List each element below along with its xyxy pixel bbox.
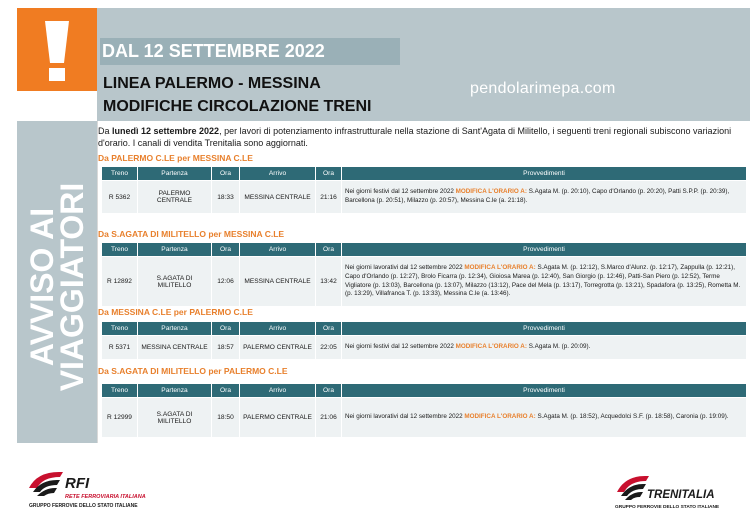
- col-ora: Ora: [212, 167, 240, 181]
- col-treno: Treno: [102, 243, 138, 257]
- watermark: pendolarimepa.com: [470, 80, 616, 97]
- measure-modify: MODIFICA L'ORARIO A:: [464, 413, 536, 421]
- measure-text: Nei giorni lavorativi dal 12 settembre 2022: [345, 263, 465, 271]
- departure-time: 18:50: [212, 398, 240, 438]
- schedule-table: [101, 321, 747, 360]
- col-treno: Treno: [102, 167, 138, 181]
- departure-station: MESSINA CENTRALE: [138, 336, 212, 360]
- table-header-row: [102, 243, 747, 257]
- section-title: Da S.AGATA DI MILITELLO per PALERMO C.LE: [98, 366, 288, 376]
- measures: [342, 181, 747, 214]
- arrival-time: 22:05: [316, 336, 342, 360]
- departure-time: 18:33: [212, 181, 240, 214]
- col-partenza: Partenza: [138, 384, 212, 398]
- departure-station: S.AGATA DI MILITELLO: [138, 257, 212, 307]
- fs-mark-icon: [29, 472, 63, 496]
- col-arrivo: Arrivo: [240, 243, 316, 257]
- schedule-table: [101, 166, 747, 214]
- changes-title: MODIFICHE CIRCOLAZIONE TRENI: [103, 98, 372, 115]
- notice-content: [97, 121, 750, 443]
- col-provvedimenti: Provvedimenti: [342, 243, 747, 257]
- col-provvedimenti: Provvedimenti: [342, 322, 747, 336]
- trenitalia-line: GRUPPO FERROVIE DELLO STATO ITALIANE: [615, 505, 720, 510]
- col-ora: Ora: [212, 322, 240, 336]
- col-treno: Treno: [102, 322, 138, 336]
- rfi-line2: GRUPPO FERROVIE DELLO STATO ITALIANE: [29, 503, 138, 509]
- section-title: Da S.AGATA DI MILITELLO per MESSINA C.LE: [98, 229, 285, 239]
- rfi-line1: RETE FERROVIARIA ITALIANA: [65, 494, 146, 500]
- schedule-table: [101, 242, 747, 307]
- col-provvedimenti: Provvedimenti: [342, 384, 747, 398]
- trenitalia-logo: [613, 470, 743, 510]
- warning-box: [17, 8, 97, 91]
- train-number: R 5362: [102, 181, 138, 214]
- measure-detail: S.Agata M. (p. 20:10), Capo d'Orlando (p. 20:20), Patti S.P.P. (p. 20:39), Barcellona (p. 20:51), Milazzo (p. 20:57), Messina C.le (a. 21:18).: [345, 188, 730, 204]
- side-label-line2: VIAGGIATORI: [54, 182, 90, 392]
- col-arrivo: Arrivo: [240, 322, 316, 336]
- fs-mark-icon: [617, 476, 649, 500]
- col-partenza: Partenza: [138, 243, 212, 257]
- side-label: [24, 182, 90, 392]
- measure-text: Nei giorni lavorativi dal 12 settembre 2022: [345, 413, 465, 421]
- table-row: [102, 336, 747, 360]
- table-header-row: [102, 384, 747, 398]
- table-header-row: [102, 322, 747, 336]
- arrival-station: MESSINA CENTRALE: [240, 181, 316, 214]
- arrival-station: PALERMO CENTRALE: [240, 398, 316, 438]
- table-header-row: [102, 167, 747, 181]
- measures: [342, 257, 747, 307]
- intro-prefix: Da: [98, 126, 113, 136]
- rfi-mark: RFI: [65, 475, 90, 492]
- arrival-station: MESSINA CENTRALE: [240, 257, 316, 307]
- col-ora-arrivo: Ora: [316, 322, 342, 336]
- intro-text: , per lavori di potenziamento infrastrutturale nella stazione di Sant'Agata di Militello, i seguenti treni regionali subiscono variazioni d'orario. I canali di vendita Trenitalia sono aggiornati.: [98, 126, 732, 148]
- intro-date: lunedì 12 settembre 2022: [112, 126, 220, 136]
- col-partenza: Partenza: [138, 167, 212, 181]
- departure-time: 12:06: [212, 257, 240, 307]
- trenitalia-name: TRENITALIA: [647, 489, 715, 501]
- train-number: R 5371: [102, 336, 138, 360]
- exclamation-icon: [17, 8, 97, 91]
- arrival-station: PALERMO CENTRALE: [240, 336, 316, 360]
- train-number: R 12892: [102, 257, 138, 307]
- departure-station: S.AGATA DI MILITELLO: [138, 398, 212, 438]
- section-title: Da MESSINA C.LE per PALERMO C.LE: [98, 307, 253, 317]
- col-partenza: Partenza: [138, 322, 212, 336]
- measure-detail: S.Agata M. (p. 12:12), S.Marco d'Alunz. (p. 12:17), Zappulla (p. 12:21), Capo d'Orlando (p. 12:27), Brolo Ficarra (p. 12:34), Gioiosa Marea (p. 12:40), San Giorgio (p. 12:46), Patti-San Piero (p. 12:52), Terme Vigliatore (p. 13:03), Barcellona (p. 13:07), Milazzo (13:12), Pace del Mela (p. 13:17), Torregrotta (p. 13:21), Spadafora (p. 13:25), Rometta M. (p. 13:29), Villafranca T. (p. 13:33), Messina C.le (a. 13:46).: [345, 263, 741, 298]
- measure-text: Nei giorni festivi dal 12 settembre 2022: [345, 343, 456, 351]
- col-ora-arrivo: Ora: [316, 384, 342, 398]
- notice-poster: [15, 8, 741, 513]
- section-title: Da PALERMO C.LE per MESSINA C.LE: [98, 153, 253, 163]
- measure-detail: S.Agata M. (p. 18:52), Acquedolci S.F. (p. 18:58), Caronia (p. 19:09).: [535, 413, 729, 421]
- col-treno: Treno: [102, 384, 138, 398]
- arrival-time: 21:06: [316, 398, 342, 438]
- col-ora: Ora: [212, 384, 240, 398]
- col-arrivo: Arrivo: [240, 384, 316, 398]
- table-row: [102, 398, 747, 438]
- departure-time: 18:57: [212, 336, 240, 360]
- col-provvedimenti: Provvedimenti: [342, 167, 747, 181]
- col-ora-arrivo: Ora: [316, 243, 342, 257]
- measures: [342, 336, 747, 360]
- measure-detail: S.Agata M. (p. 20:09).: [526, 343, 591, 351]
- col-arrivo: Arrivo: [240, 167, 316, 181]
- schedule-table: [101, 383, 747, 438]
- col-ora: Ora: [212, 243, 240, 257]
- train-number: R 12999: [102, 398, 138, 438]
- table-row: [102, 181, 747, 214]
- rfi-logo: [27, 466, 177, 510]
- measure-modify: MODIFICA L'ORARIO A:: [455, 188, 527, 196]
- side-label-line1: AVVISO AI: [24, 207, 60, 367]
- table-row: [102, 257, 747, 307]
- arrival-time: 21:16: [316, 181, 342, 214]
- measure-modify: MODIFICA L'ORARIO A:: [455, 343, 527, 351]
- side-band: [17, 121, 97, 443]
- arrival-time: 13:42: [316, 257, 342, 307]
- date-banner: DAL 12 SETTEMBRE 2022: [100, 38, 400, 65]
- line-title: LINEA PALERMO - MESSINA: [103, 75, 321, 92]
- measure-text: Nei giorni festivi dal 12 settembre 2022: [345, 188, 456, 196]
- measures: [342, 398, 747, 438]
- intro-paragraph: [98, 125, 748, 149]
- col-ora-arrivo: Ora: [316, 167, 342, 181]
- departure-station: PALERMO CENTRALE: [138, 181, 212, 214]
- measure-modify: MODIFICA L'ORARIO A:: [464, 263, 536, 271]
